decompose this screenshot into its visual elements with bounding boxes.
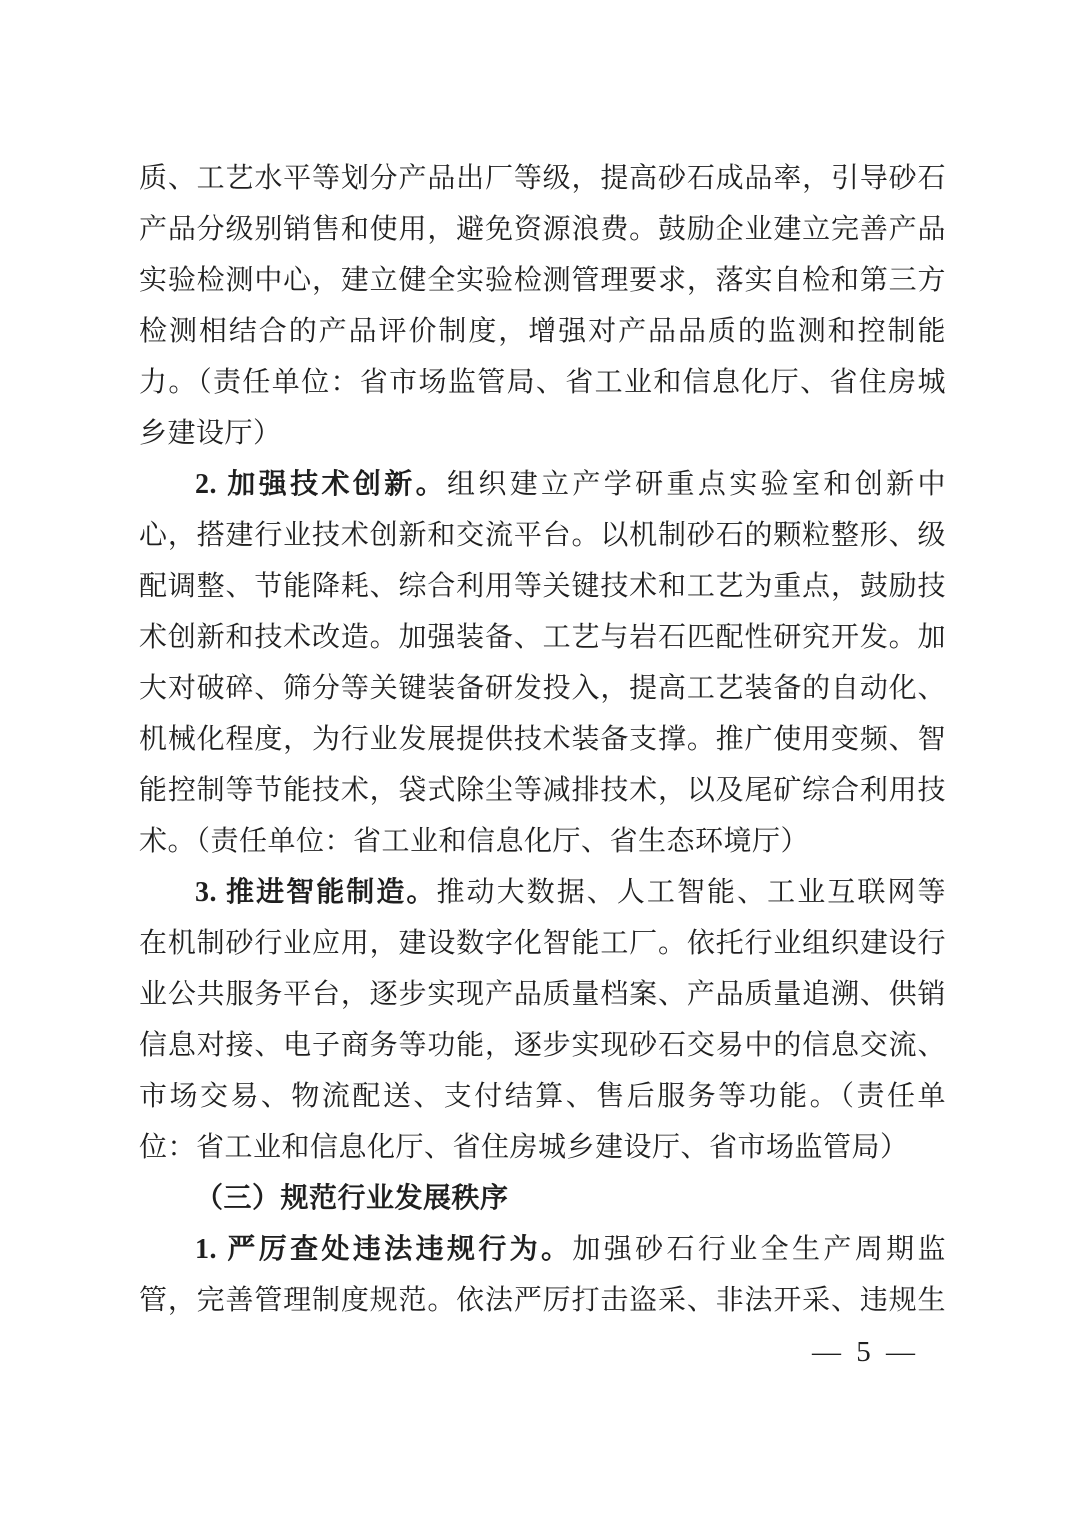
text-line bbox=[139, 1122, 946, 1173]
text-line bbox=[139, 867, 946, 918]
text-segment: 检测相结合的产品评价制度，增强对产品品质的监测和控制能 bbox=[139, 316, 946, 347]
text-line bbox=[139, 510, 946, 561]
text-segment: 力。（责任单位：省市场监管局、省工业和信息化厅、省住房城 bbox=[139, 367, 946, 398]
text-line bbox=[139, 918, 946, 969]
text-line bbox=[139, 765, 946, 816]
text-segment: 信息对接、电子商务等功能，逐步实现砂石交易中的信息交流、 bbox=[139, 1030, 946, 1061]
text-segment: 大对破碎、筛分等关键装备研发投入，提高工艺装备的自动化、 bbox=[139, 673, 946, 704]
text-segment: 乡建设厅） bbox=[139, 418, 282, 449]
text-line bbox=[139, 255, 946, 306]
text-line bbox=[139, 153, 946, 204]
bold-heading-segment: 3. 推进智能制造。 bbox=[195, 877, 437, 908]
bold-heading-segment: 2. 加强技术创新。 bbox=[195, 469, 447, 500]
page-number: — 5 — bbox=[812, 1336, 919, 1368]
text-line bbox=[139, 1071, 946, 1122]
text-line bbox=[139, 663, 946, 714]
text-segment: 管，完善管理制度规范。依法严厉打击盗采、非法开采、违规生 bbox=[139, 1285, 946, 1316]
text-block bbox=[139, 153, 946, 1326]
text-line bbox=[139, 612, 946, 663]
text-segment: 配调整、节能降耗、综合利用等关键技术和工艺为重点，鼓励技 bbox=[139, 571, 946, 602]
text-segment: 产品分级别销售和使用，避免资源浪费。鼓励企业建立完善产品 bbox=[139, 214, 946, 245]
text-segment: 组织建立产学研重点实验室和创新中 bbox=[446, 469, 946, 500]
text-line bbox=[139, 714, 946, 765]
text-segment: 术。（责任单位：省工业和信息化厅、省生态环境厅） bbox=[139, 826, 810, 857]
text-line bbox=[139, 1275, 946, 1326]
text-line bbox=[139, 306, 946, 357]
text-segment: 术创新和技术改造。加强装备、工艺与岩石匹配性研究开发。加 bbox=[139, 622, 946, 653]
text-segment: 加强砂石行业全生产周期监 bbox=[572, 1234, 946, 1265]
bold-heading-segment: 1. 严厉查处违法违规行为。 bbox=[195, 1234, 573, 1265]
text-segment: 业公共服务平台，逐步实现产品质量档案、产品质量追溯、供销 bbox=[139, 979, 946, 1010]
text-line bbox=[139, 1224, 946, 1275]
text-segment: 市场交易、物流配送、支付结算、售后服务等功能。（责任单 bbox=[139, 1081, 946, 1112]
text-line bbox=[139, 459, 946, 510]
text-segment: 质、工艺水平等划分产品出厂等级，提高砂石成品率，引导砂石 bbox=[139, 163, 946, 194]
text-segment: 推动大数据、人工智能、工业互联网等 bbox=[436, 877, 946, 908]
text-line bbox=[139, 408, 946, 459]
text-line bbox=[139, 204, 946, 255]
text-line bbox=[139, 1020, 946, 1071]
text-segment: 位：省工业和信息化厅、省住房城乡建设厅、省市场监管局） bbox=[139, 1132, 909, 1163]
bold-heading-segment: （三）规范行业发展秩序 bbox=[195, 1183, 509, 1214]
text-segment: 心，搭建行业技术创新和交流平台。以机制砂石的颗粒整形、级 bbox=[139, 520, 946, 551]
text-segment: 机械化程度，为行业发展提供技术装备支撑。推广使用变频、智 bbox=[139, 724, 946, 755]
text-line bbox=[139, 357, 946, 408]
text-line bbox=[139, 816, 946, 867]
text-segment: 实验检测中心，建立健全实验检测管理要求，落实自检和第三方 bbox=[139, 265, 946, 296]
text-line bbox=[139, 1173, 946, 1224]
text-line bbox=[139, 561, 946, 612]
text-segment: 能控制等节能技术，袋式除尘等减排技术，以及尾矿综合利用技 bbox=[139, 775, 946, 806]
text-segment: 在机制砂行业应用，建设数字化智能工厂。依托行业组织建设行 bbox=[139, 928, 946, 959]
text-line bbox=[139, 969, 946, 1020]
